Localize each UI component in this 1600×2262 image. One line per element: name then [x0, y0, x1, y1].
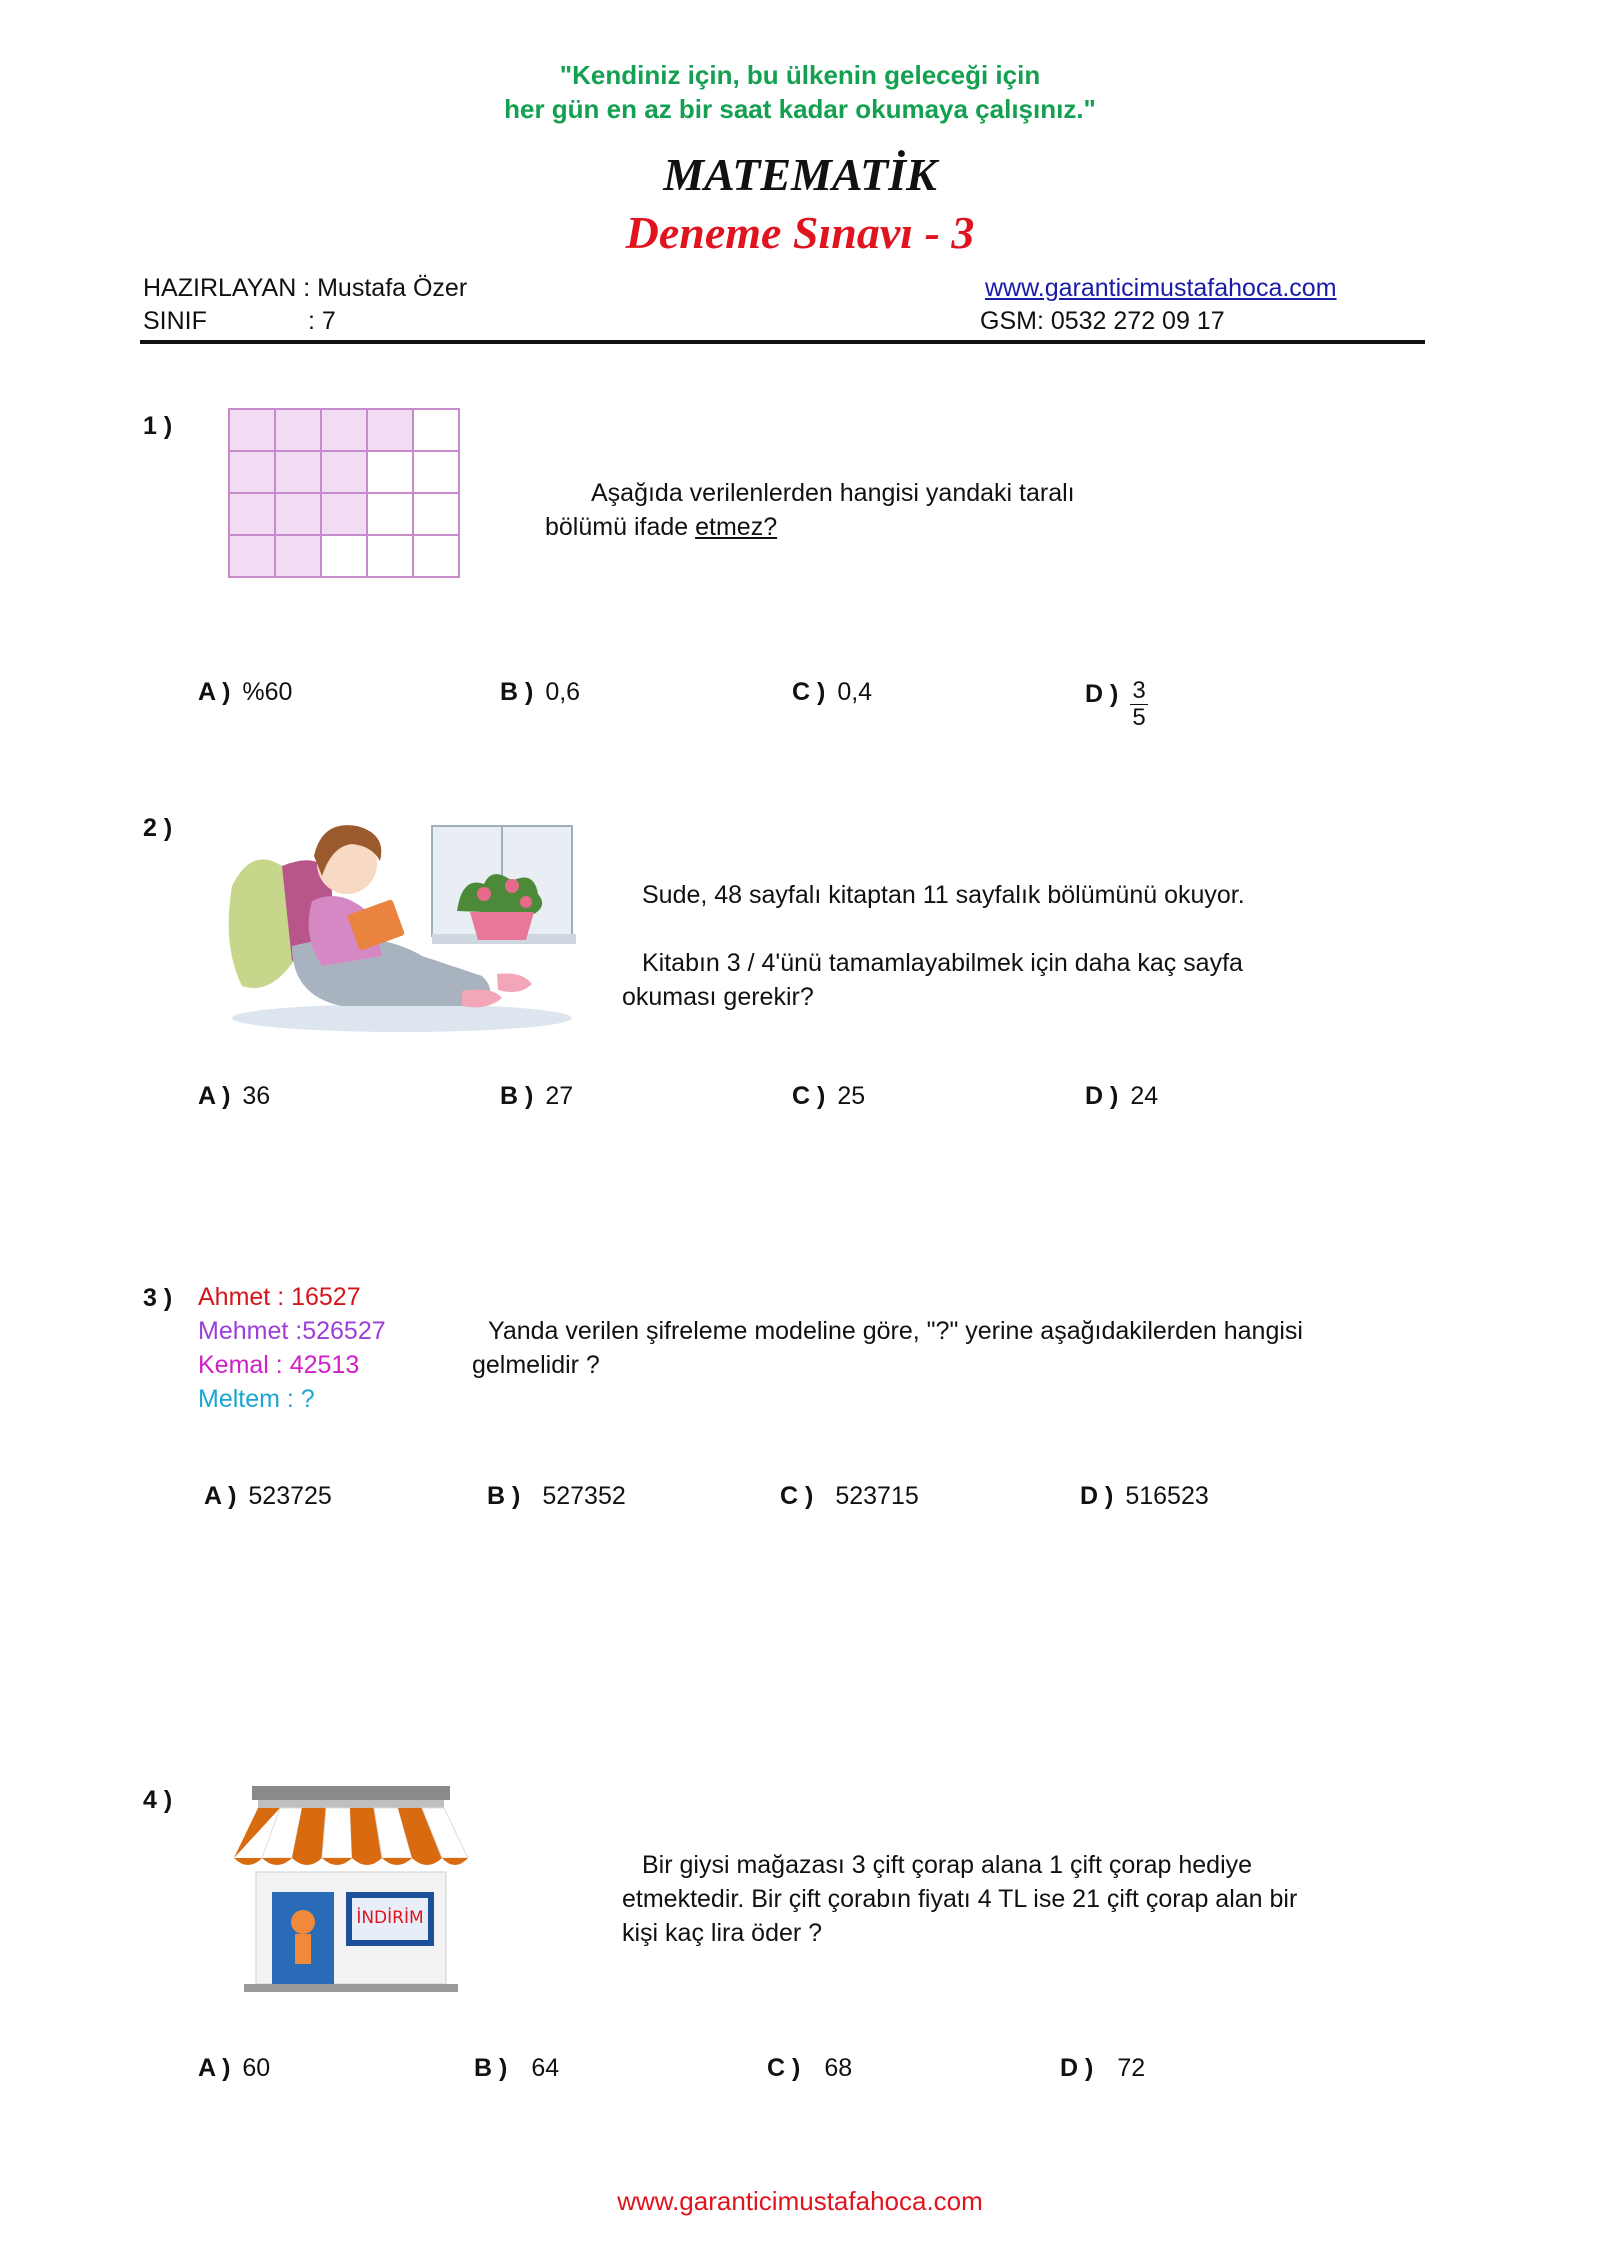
- grid-cell-shaded: [275, 409, 321, 451]
- question-3-line-2: gelmelidir ?: [472, 1351, 600, 1379]
- cipher-examples: [198, 1280, 386, 1416]
- question-2-text: [622, 878, 1245, 1014]
- page-subtitle: Deneme Sınavı - 3: [625, 207, 975, 258]
- question-3-option-d[interactable]: D ) 516523: [1080, 1482, 1209, 1510]
- cipher-meltem: Meltem : ?: [198, 1385, 315, 1413]
- question-1-option-a[interactable]: A ) %60: [198, 678, 293, 706]
- grid-cell-shaded: [275, 493, 321, 535]
- grid-cell-shaded: [321, 409, 367, 451]
- gsm-number: GSM: 0532 272 09 17: [980, 307, 1225, 335]
- grid-cell-shaded: [321, 493, 367, 535]
- grid-cell-shaded: [229, 535, 275, 577]
- question-3-option-c[interactable]: C ) 523715: [780, 1482, 919, 1510]
- question-4-option-a[interactable]: A ) 60: [198, 2054, 271, 2082]
- grid-cell: [413, 493, 459, 535]
- question-1-line-2: bölümü ifade etmez?: [545, 513, 778, 541]
- grid-cell: [321, 535, 367, 577]
- question-1-number: 1 ): [143, 412, 173, 440]
- grid-cell-shaded: [229, 493, 275, 535]
- question-4-option-b[interactable]: B ) 64: [474, 2054, 560, 2082]
- page-title: MATEMATİK: [663, 149, 937, 200]
- shop-sign-label: İNDİRİM: [356, 1908, 424, 1928]
- question-2-option-c[interactable]: C ) 25: [792, 1082, 866, 1110]
- header-divider: [140, 340, 1425, 344]
- question-1-option-d[interactable]: D ) $\frac{3}{5}$: [1085, 677, 1146, 731]
- grid-cell: [367, 535, 413, 577]
- question-2-line-2: Kitabın 3 / 4'ünü tamamlayabilmek için daha kaç sayfa: [642, 949, 1243, 977]
- question-2-line-1: Sude, 48 sayfalı kitaptan 11 sayfalık bölümünü okuyor.: [642, 881, 1245, 909]
- motto-line-1: "Kendiniz için, bu ülkenin geleceği için: [559, 60, 1041, 90]
- question-2-option-a[interactable]: A ) 36: [198, 1082, 271, 1110]
- question-2-option-b[interactable]: B ) 27: [500, 1082, 574, 1110]
- question-3-option-a[interactable]: A ) 523725: [204, 1482, 332, 1510]
- question-1-option-c[interactable]: C ) 0,4: [792, 678, 873, 706]
- question-3-option-b[interactable]: B ) 527352: [487, 1482, 626, 1510]
- question-4-text: [622, 1848, 1297, 1950]
- question-3-text: [472, 1314, 1303, 1382]
- grid-cell: [413, 409, 459, 451]
- grid-cell: [413, 451, 459, 493]
- grid-cell-shaded: [275, 451, 321, 493]
- footer-website[interactable]: www.garanticimustafahoca.com: [617, 2186, 983, 2216]
- question-1-text: [545, 476, 1075, 544]
- question-4-line-1: Bir giysi mağazası 3 çift çorap alana 1 çift çorap hediye: [642, 1851, 1253, 1879]
- class-value: : 7: [308, 307, 336, 335]
- question-4-option-d[interactable]: D ) 72: [1060, 2054, 1146, 2082]
- question-3-number: 3 ): [143, 1284, 173, 1312]
- grid-cell-shaded: [367, 409, 413, 451]
- website-link[interactable]: www.garanticimustafahoca.com: [985, 274, 1337, 302]
- class-label: SINIF: [143, 307, 207, 335]
- question-2-line-3: okuması gerekir?: [622, 983, 814, 1011]
- grid-cell-shaded: [321, 451, 367, 493]
- grid-cell: [413, 535, 459, 577]
- question-2-option-d[interactable]: D ) 24: [1085, 1082, 1159, 1110]
- question-3-line-1: Yanda verilen şifreleme modeline göre, "?" yerine aşağıdakilerden hangisi: [488, 1317, 1303, 1345]
- question-2-number: 2 ): [143, 814, 173, 842]
- motto-line-2: her gün en az bir saat kadar okumaya çalışınız.": [504, 94, 1096, 124]
- question-4-number: 4 ): [143, 1786, 173, 1814]
- question-4-option-c[interactable]: C ) 68: [767, 2054, 853, 2082]
- question-4-line-3: kişi kaç lira öder ?: [622, 1919, 823, 1947]
- cipher-kemal: Kemal : 42513: [198, 1351, 360, 1379]
- grid-cell-shaded: [229, 451, 275, 493]
- grid-cell: [367, 493, 413, 535]
- grid-cell-shaded: [275, 535, 321, 577]
- cipher-ahmet: Ahmet : 16527: [198, 1283, 361, 1311]
- question-1-line-1: Aşağıda verilenlerden hangisi yandaki taralı: [591, 479, 1075, 507]
- question-4-line-2: etmektedir. Bir çift çorabın fiyatı 4 TL ise 21 çift çorap alan bir: [622, 1885, 1298, 1913]
- fraction: $\frac{3}{5}$: [1132, 677, 1146, 731]
- shop-illustration: [222, 1776, 480, 2002]
- grid-cell-shaded: [229, 409, 275, 451]
- grid-cell: [367, 451, 413, 493]
- question-1-option-b[interactable]: B ) 0,6: [500, 678, 581, 706]
- emphasis-etmez: etmez?: [695, 513, 778, 541]
- shaded-grid-figure: [228, 408, 460, 578]
- girl-reading-illustration: [222, 806, 576, 1036]
- cipher-mehmet: Mehmet :526527: [198, 1317, 386, 1345]
- author-label: HAZIRLAYAN : Mustafa Özer: [143, 274, 468, 302]
